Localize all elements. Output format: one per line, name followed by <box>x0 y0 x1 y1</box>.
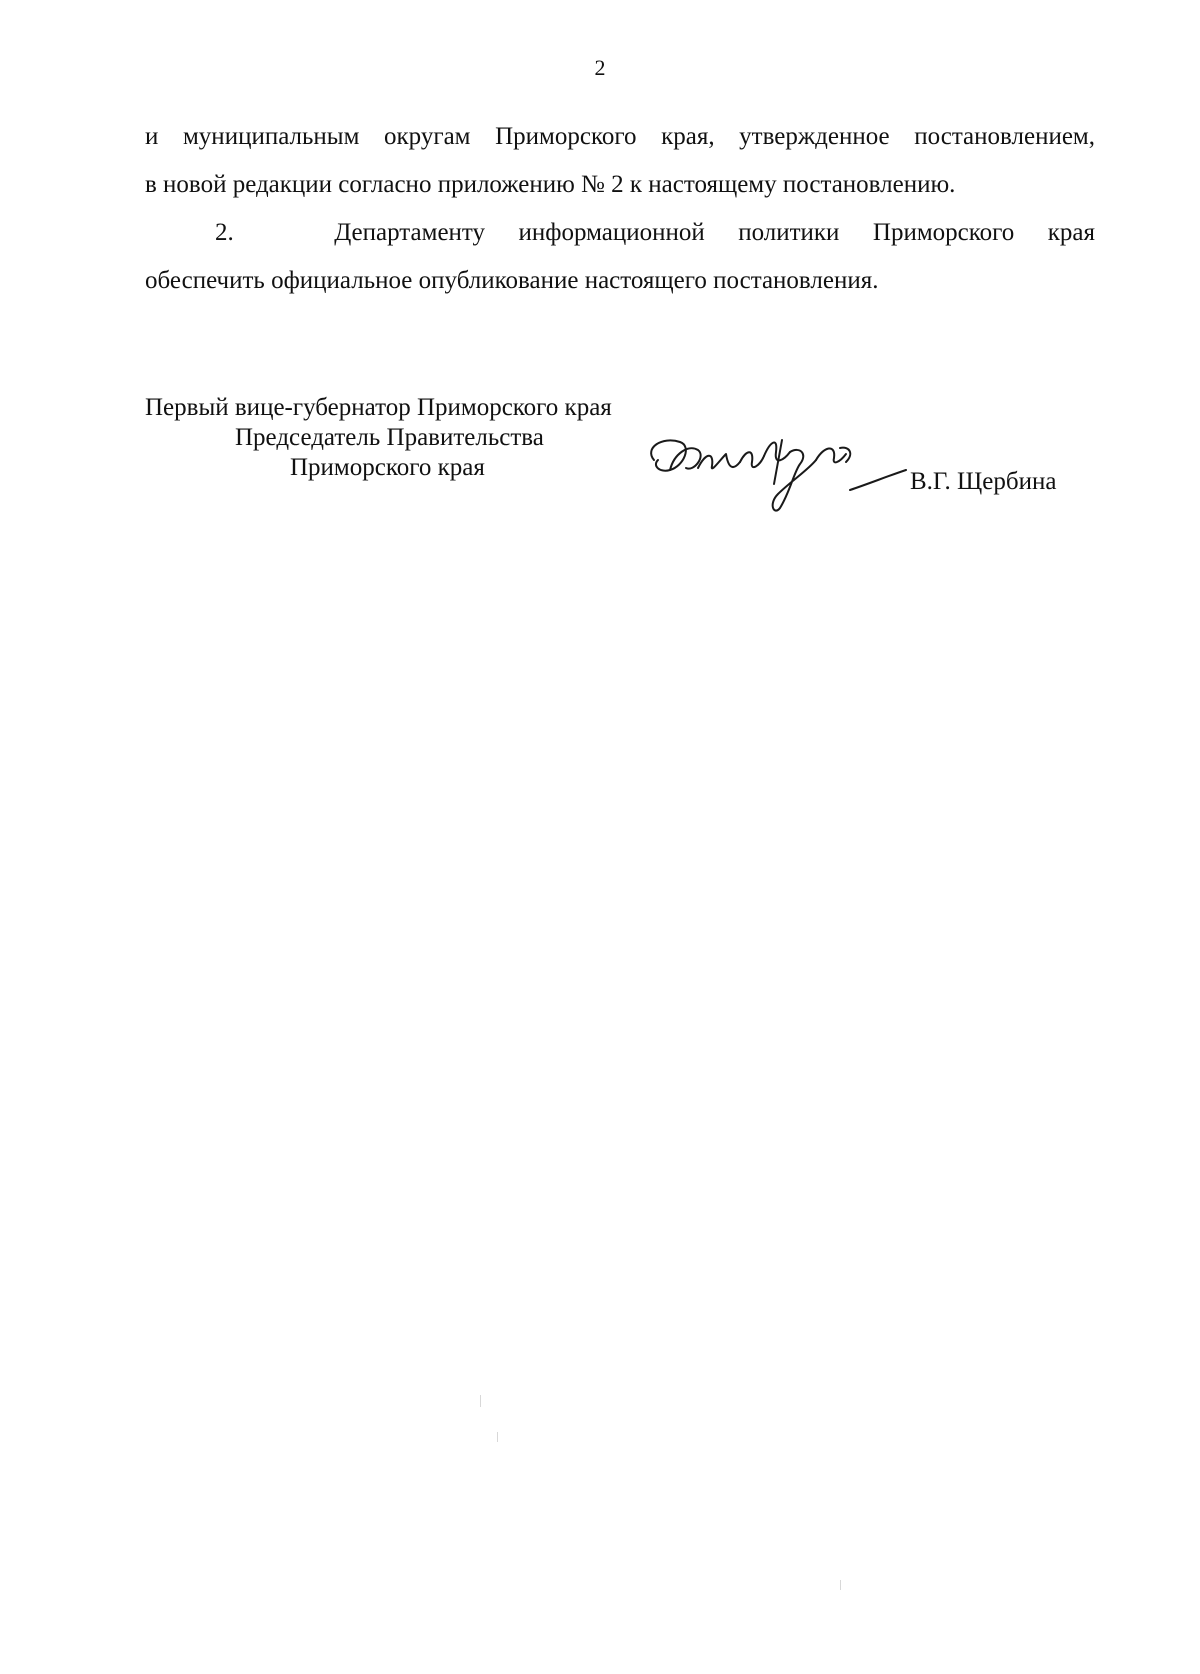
scan-artifact <box>480 1395 481 1407</box>
paragraph-1-line-2: в новой редакции согласно приложению № 2 к настоящему постановлению. <box>145 171 956 198</box>
handwritten-signature <box>640 432 910 522</box>
paragraph-1-line-1: и муниципальным округам Приморского края, утвержденное постановлением, <box>145 123 1095 150</box>
signatory-title-line-1: Первый вице-губернатор Приморского края <box>145 394 612 421</box>
paragraph-2-line-1: 2. Департаменту информационной политики Приморского края <box>215 219 1095 246</box>
page-number: 2 <box>594 55 606 80</box>
signatory-title-line-3: Приморского края <box>290 454 485 481</box>
scan-artifact <box>497 1432 498 1442</box>
document-body <box>145 113 1095 305</box>
signatory-title-line-2: Председатель Правительства <box>235 424 544 451</box>
scan-artifact <box>840 1580 841 1590</box>
signatory-title <box>145 393 612 483</box>
paragraph-2-line-2: обеспечить официальное опубликование настоящего постановления. <box>145 267 879 294</box>
signatory-name: В.Г. Щербина <box>910 468 1057 495</box>
